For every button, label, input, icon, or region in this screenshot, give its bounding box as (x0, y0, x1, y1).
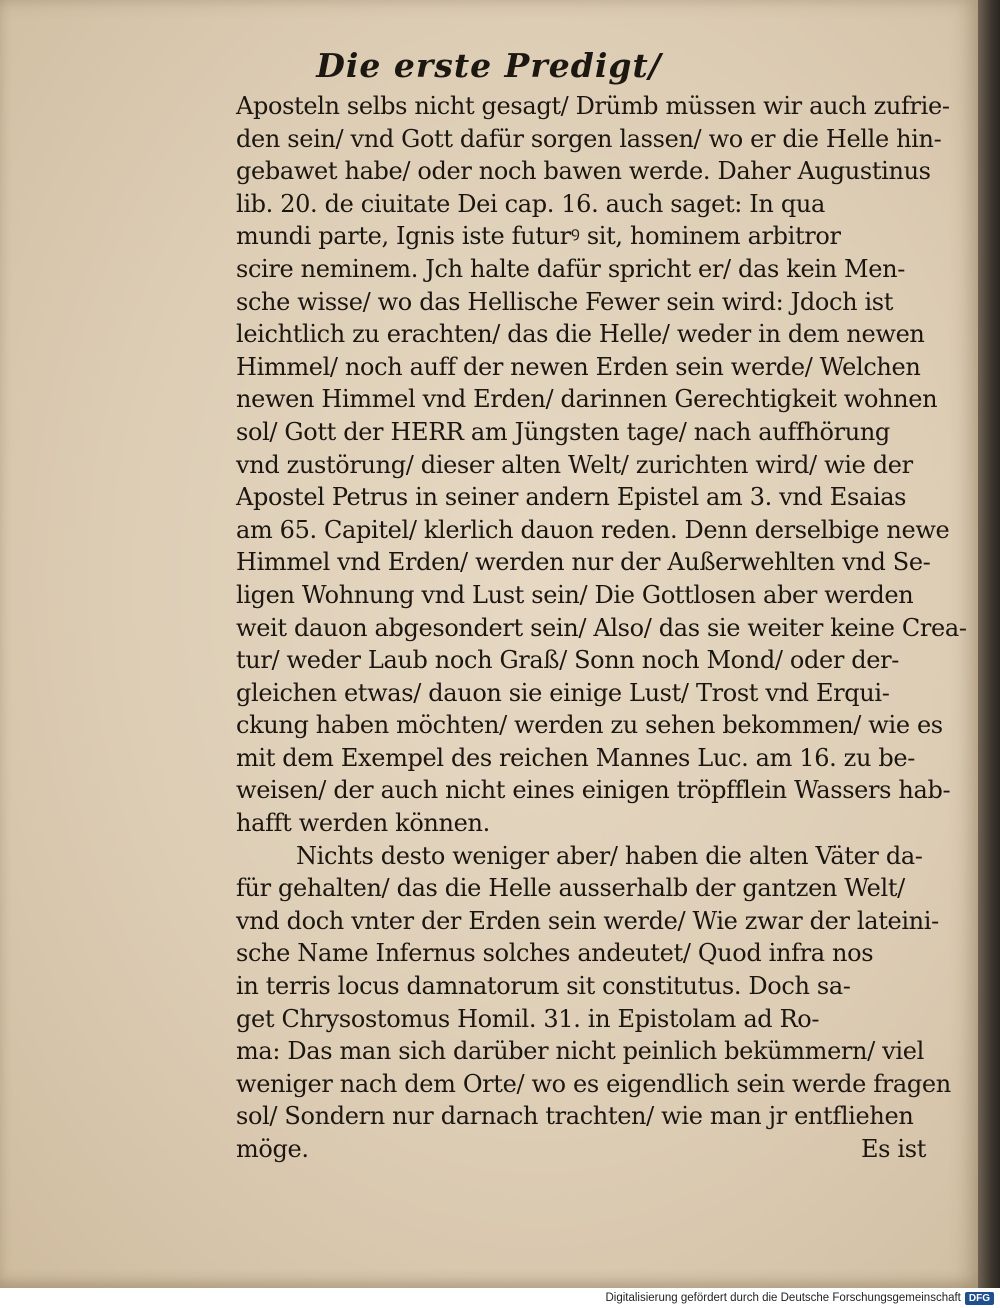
text-line: scire neminem. Jch halte dafür spricht er/ das kein Men- (236, 254, 905, 283)
text-line: weit dauon abgesondert sein/ Also/ das sie weiter keine Crea- (236, 613, 967, 642)
funding-notice: Digitalisierung gefördert durch die Deutsche Forschungsgemeinschaft (605, 1292, 961, 1304)
text-line: Himmel vnd Erden/ werden nur der Außerwehlten vnd Se- (236, 548, 931, 577)
text-line: newen Himmel vnd Erden/ darinnen Gerechtigkeit wohnen (236, 385, 938, 414)
text-line: am 65. Capitel/ klerlich dauon reden. Denn derselbige newe (236, 515, 950, 544)
text-line: gebawet habe/ oder noch bawen werde. Daher Augustinus (236, 157, 931, 186)
last-line-row (236, 1133, 926, 1166)
footer-bar (0, 1288, 1000, 1308)
text-line: weisen/ der auch nicht eines einigen tröpfflein Wassers hab- (236, 776, 951, 805)
text-line: sol/ Sondern nur darnach trachten/ wie man jr entfliehen (236, 1102, 914, 1131)
text-line: in terris locus damnatorum sit constitutus. Doch sa- (236, 972, 851, 1001)
text-line: ckung haben möchten/ werden zu sehen bekommen/ wie es (236, 711, 943, 740)
text-line: vnd doch vnter der Erden sein werde/ Wie zwar der lateini- (236, 906, 939, 935)
running-head: Die erste Predigt/ (316, 46, 662, 85)
text-line: den sein/ vnd Gott dafür sorgen lassen/ wo er die Helle hin- (236, 124, 942, 153)
text-line: ma: Das man sich darüber nicht peinlich bekümmern/ viel (236, 1037, 924, 1066)
text-line: leichtlich zu erachten/ das die Helle/ weder in dem newen (236, 320, 925, 349)
text-line: sche wisse/ wo das Hellische Fewer sein wird: Jdoch ist (236, 287, 894, 316)
text-line: sol/ Gott der HERR am Jüngsten tage/ nach auffhörung (236, 417, 890, 446)
text-line: sche Name Infernus solches andeutet/ Quod infra nos (236, 939, 874, 968)
body-text (236, 90, 967, 1166)
text-line: hafft werden können. (236, 809, 490, 838)
page-edge (978, 0, 1000, 1288)
dfg-logo: DFG (965, 1292, 994, 1305)
text-line: möge. (236, 1135, 309, 1163)
text-line: gleichen etwas/ dauon sie einige Lust/ Trost vnd Erqui- (236, 678, 890, 707)
text-line: für gehalten/ das die Helle ausserhalb der gantzen Welt/ (236, 874, 905, 903)
text-line: vnd zustörung/ dieser alten Welt/ zurichten wird/ wie der (236, 450, 913, 479)
text-line: lib. 20. de ciuitate Dei cap. 16. auch saget: In qua (236, 189, 825, 218)
text-line: weniger nach dem Orte/ wo es eigendlich sein werde fragen (236, 1069, 951, 1098)
text-line: mit dem Exempel des reichen Mannes Luc. am 16. zu be- (236, 743, 915, 772)
paragraph-start-line: Nichts desto weniger aber/ haben die alten Väter da- (296, 841, 923, 870)
catchword: Es ist (860, 1135, 926, 1163)
text-line: ligen Wohnung vnd Lust sein/ Die Gottlosen aber werden (236, 580, 914, 609)
text-line: Apostel Petrus in seiner andern Epistel am 3. vnd Esaias (236, 483, 907, 512)
text-line: tur/ weder Laub noch Graß/ Sonn noch Mond/ oder der- (236, 646, 900, 675)
text-line: get Chrysostomus Homil. 31. in Epistolam ad Ro- (236, 1004, 820, 1033)
text-line: Himmel/ noch auff der newen Erden sein werde/ Welchen (236, 352, 921, 381)
text-line: mundi parte, Ignis iste futurꝰ sit, hominem arbitror (236, 222, 841, 251)
text-line: Aposteln selbs nicht gesagt/ Drümb müssen wir auch zufrie- (236, 92, 950, 120)
